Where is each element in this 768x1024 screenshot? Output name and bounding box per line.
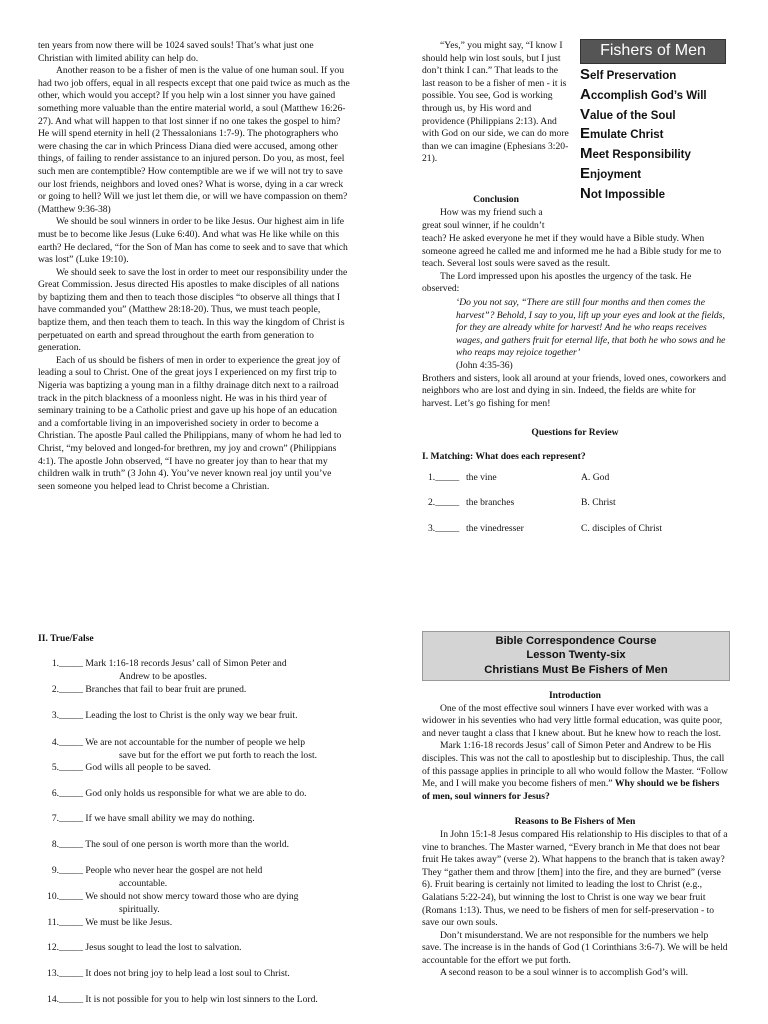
item-text-cont: accountable. [119,877,168,889]
item-text-cont: Andrew to be apostles. [119,670,207,682]
paragraph: We should be soul winners in order to be like Jesus. Our highest aim in life must be to become like Jesus (Luke 6:40). And what was He like while on this earth? He declared, “for the Son of Man has come to seek and to save that which was lost” (Luke 19:10). [38,216,348,266]
item-text: Branches that fail to bear fruit are pruned. [85,684,247,695]
conclusion-body [422,233,728,410]
yes-paragraph [422,40,570,166]
review-heading: Questions for Review [531,427,619,438]
item-text-cont: save but for the effort we put forth to reach the lost. [119,749,318,761]
true-false-item [38,762,348,775]
blank[interactable]: 1._____ [51,658,83,669]
blank[interactable]: 3._____ [428,523,460,534]
left-column-text [38,40,350,493]
paragraph: A second reason to be a soul winner is to accomplish God’s will. [440,967,689,979]
blank[interactable]: 6._____ [51,788,83,799]
blank[interactable]: 5._____ [51,762,83,773]
true-false-item [38,658,348,683]
blank[interactable]: 8._____ [51,839,83,850]
course-title-box [422,631,730,681]
matching-row [428,523,728,536]
paragraph: ten years from now there will be 1024 saved souls! That’s what just one Christian with limited ability can help do. [38,40,314,64]
true-false-item [38,891,348,916]
reasons-heading: Reasons to Be Fishers of Men [514,816,636,828]
true-false-item [38,917,348,930]
acrostic-item: Not Impossible [580,184,665,202]
match-item: the vinedresser [466,523,524,534]
acrostic-item: Self Preservation [580,66,677,83]
fishers-title: Fishers of Men [580,39,726,64]
acrostic-item: Enjoyment [580,164,642,182]
blank[interactable]: 14._____ [47,994,83,1005]
match-item: the branches [466,497,515,508]
blank[interactable]: 7._____ [51,813,83,824]
item-text: Jesus sought to lead the lost to salvation. [85,942,242,953]
true-false-item [38,813,348,826]
paragraph: The Lord impressed upon his apostles the urgency of the task. He observed: [422,270,692,295]
quote-reference: (John 4:35-36) [456,359,513,371]
blank[interactable]: 4._____ [51,737,83,748]
true-false-item [38,865,348,890]
match-answer: C. disciples of Christ [581,523,663,534]
item-text: It is not possible for you to help win lost sinners to the Lord. [85,994,318,1005]
item-text: Mark 1:16-18 records Jesus’ call of Simon Peter and [85,658,287,669]
scripture-quote: ‘Do you not say, “There are still four months and then comes the harvest”? Behold, I say to you, lift up your eyes and look at the fields, for they are already white for harvest! And he who reaps receives wages, and gathers fruit for eternal life, that both he who sows and he who reaps may rejoice together’ [456,296,726,359]
lesson-title: Christians Must Be Fishers of Men [484,663,668,676]
true-false-item [38,942,348,955]
item-text: Leading the lost to Christ is the only way we bear fruit. [85,710,298,721]
paragraph: “Yes,” you might say, “I know I should help win lost souls, but I just don’t think I can.” That leads to the last reason to be a fisher of men - it is possible. You see, God is working through us, by His word and providence (Philippians 2:13). And with God on our side, we can do more than we can imagine (Ephesians 3:20-21). [422,40,569,165]
true-false-item [38,788,348,801]
intro-heading: Introduction [548,690,602,701]
paragraph: We should seek to save the lost in order to meet our responsibility under the Great Commission. Jesus directed His apostles to make disciples of all nations by baptizing them and then to teach those disciples “to observe all things that I have commanded you” (Matthew 28:18-20). Thus, we must teach people, baptize them, and then teach them to teach. In this way the kingdom of Christ is perpetuated on earth and spread throughout the earth from generation to generation. [38,266,348,354]
blank[interactable]: 11._____ [47,917,83,928]
true-false-heading: II. True/False [38,633,94,644]
course-title: Bible Correspondence Course [495,635,657,647]
true-false-item [38,710,348,723]
lesson-number: Lesson Twenty-six [526,649,626,662]
paragraph: Each of us should be fishers of men in order to experience the great joy of leading a soul to Christ. One of the great joys I experienced on my first trip to Nigeria was baptizing a young man in a filthy drainage ditch next to a railroad track in the pitch blackness of a moonless night. He was in his third year of seminary training to be a Catholic priest and gave up his hope of an education and a comfortable living in an impoverished society in order to become a Christian. The apostle Paul called the Philippians, many of whom he had led to Christ, “my beloved and longed-for brethren, my joy and crown” (Philippians 4:1). The apostle John observed, “I have no greater joy than to hear that my children walk in truth” (3 John 4). You’ve never known real joy until you’ve seen someone you helped lead to Christ become a Christian. [38,354,342,492]
acrostic-item: Meet Responsibility [580,145,691,163]
fishers-of-men-box [580,39,726,205]
match-item: the vine [466,472,497,483]
item-text: If we have small ability we may do nothing. [85,813,255,824]
item-text: People who never hear the gospel are not held [85,865,263,876]
lesson-body [422,690,728,980]
true-false-item [38,684,348,697]
paragraph: Don’t misunderstand. We are not responsible for the numbers we help save. The increase is in the hands of God (1 Corinthians 3:6-7). We will be held accountable for the effort we put forth. [422,929,728,966]
blank[interactable]: 2._____ [428,497,460,508]
matching-heading: I. Matching: What does each represent? [422,451,586,462]
matching-row [428,472,728,485]
item-text-cont: spiritually. [119,903,160,915]
true-false-item [38,737,348,762]
acrostic-list [580,66,726,205]
item-text: The soul of one person is worth more than the world. [85,839,290,850]
true-false-item [38,994,348,1007]
blank[interactable]: 2._____ [51,684,83,695]
blank[interactable]: 1._____ [428,472,460,483]
blank[interactable]: 10._____ [47,891,83,902]
blank[interactable]: 13._____ [47,968,83,979]
conclusion-heading: Conclusion [473,194,519,205]
item-text: God wills all people to be saved. [85,762,211,773]
conclusion-paragraph-start: How was my friend such a great soul winner, if he couldn’t [422,207,545,231]
item-text: We must be like Jesus. [85,917,173,928]
acrostic-item: Accomplish God’s Will [580,85,707,103]
match-answer: B. Christ [581,497,616,508]
match-answer: A. God [581,472,610,483]
item-text: We are not accountable for the number of people we help [85,737,306,748]
item-text: It does not bring joy to help lead a lost soul to Christ. [85,968,290,979]
paragraph: One of the most effective soul winners I have ever worked with was a widower in his seventies who had very little formal education, was quite poor, and never taught a class that I knew about. But he knew how to reach the lost. [422,702,723,739]
item-text: We should not show mercy toward those who are dying [85,891,299,902]
paragraph: Another reason to be a fisher of men is the value of one human soul. If you had two job offers, equal in all respects except that one paid twice as much as the other, which would you accept? If you help win a lost sinner you have gained something more valuable than the entire material world, a soul (Matthew 16:26-27). And what will happen to that lost sinner if no one takes the gospel to him? He will spend eternity in hell (2 Thessalonians 1:7-9). The photographers who were chasing the car in which Princess Diana died were accused, among other things, of failing to render assistance to an injured person. Do you, as most, feel such men are contemptible? How contemptible are we if we will not try to save our lost friends, neighbors and loved ones? What is worse, dying in a car wreck or going to hell? Will we just let them die, or will we have compassion on them? (Matthew 9:36-38) [38,65,350,215]
true-false-item [38,839,348,852]
matching-row [428,497,728,510]
paragraph: Mark 1:16-18 records Jesus’ call of Simon Peter and Andrew to be His disciples. This was not the call to apostleship but to discipleship. Thus, the call of this passage applies in principle to all who would follow the Master. “Follow Me, and I will make you become fishers of men.” Why should we be fishers of men, soul winners for Jesus? [422,740,728,802]
acrostic-item: Emulate Christ [580,125,664,143]
paragraph: In John 15:1-8 Jesus compared His relationship to His disciples to that of a vine to branches. The Master warned, “Every branch in Me that does not bear fruit He takes away” (verse 2). What happens to the branch that is taken away? They “gather them and throw [them] into the fire, and they are burned” (verse 6). Fruit bearing is certainly not limited to leading the lost to Christ (e.g., Galatians 5:22-24), but winning the lost to Christ is one way we bear fruit (Romans 1:13). Thus, we need to be fishers of men for self-preservation - to save our own souls. [422,828,728,929]
item-text: God only holds us responsible for what we are able to do. [85,788,307,799]
acrostic-item: Value of the Soul [580,105,676,123]
blank[interactable]: 3._____ [51,710,83,721]
paragraph: teach? He asked everyone he met if they would have a Bible study. When someone agreed he called me and informed me he had a Bible study for me to teach. Several lost souls were saved as the result. [422,233,722,270]
paragraph: Brothers and sisters, look all around at your friends, loved ones, coworkers and neighbors who are lost and dying in sin. Indeed, the fields are white for harvest. Let’s go fishing for men! [422,372,726,409]
blank[interactable]: 9._____ [51,865,83,876]
blank[interactable]: 12._____ [47,942,83,953]
true-false-item [38,968,348,981]
